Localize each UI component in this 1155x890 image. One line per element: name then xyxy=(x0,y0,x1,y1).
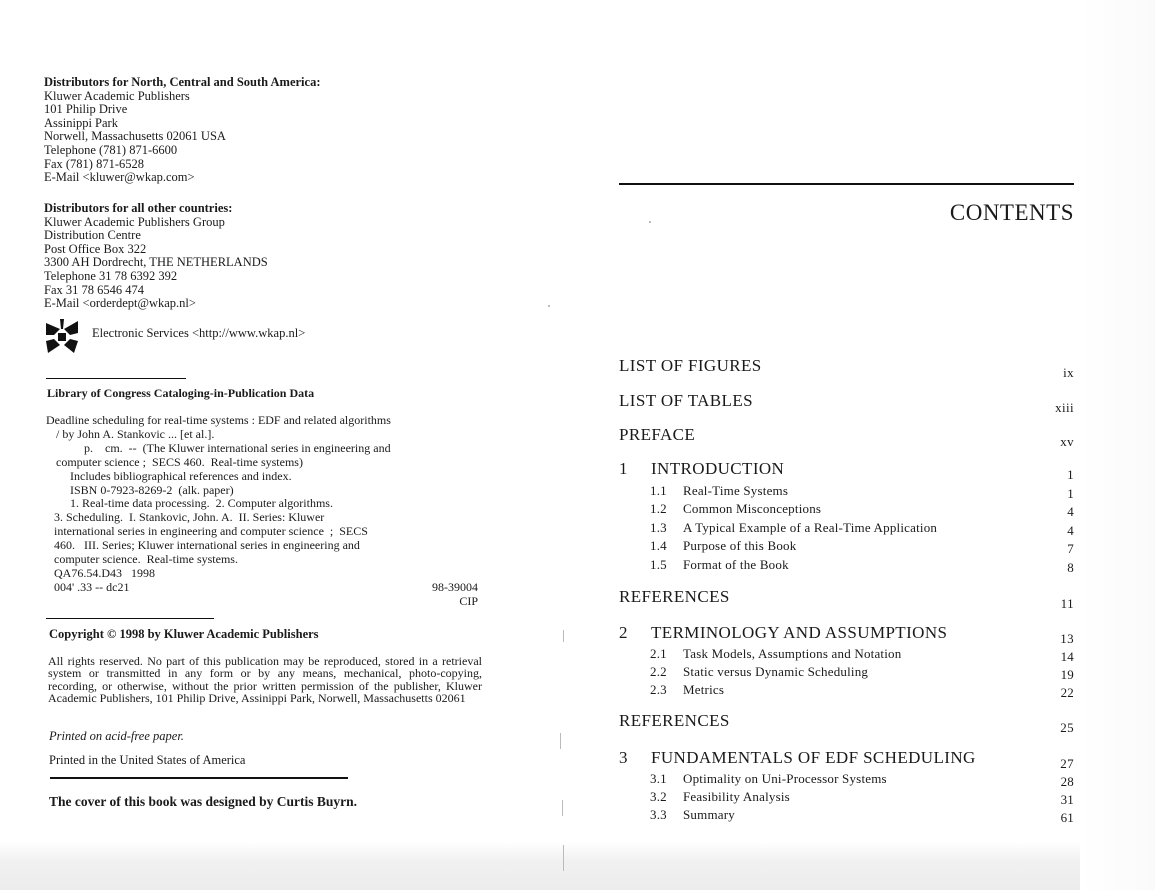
gutter-mark xyxy=(649,221,651,223)
toc-label: Summary xyxy=(683,807,735,822)
cip-line: computer science ; SECS 460. Real-time systems) xyxy=(56,454,303,469)
toc-label: LIST OF FIGURES xyxy=(619,356,762,375)
rule xyxy=(50,777,348,779)
address-line: 3300 AH Dordrecht, THE NETHERLANDS xyxy=(44,255,268,270)
cip-line: ISBN 0-7923-8269-2 (alk. paper) xyxy=(70,482,234,497)
gutter-mark xyxy=(563,630,564,642)
toc-number: 1.3 xyxy=(650,520,667,535)
toc-label: Task Models, Assumptions and Notation xyxy=(683,646,902,661)
toc-number: 3 xyxy=(619,748,628,767)
address-line: Kluwer Academic Publishers Group xyxy=(44,214,225,229)
email-line: E-Mail <orderdept@wkap.nl> xyxy=(44,296,196,311)
rights-reserved: All rights reserved. No part of this publication may be reproduced, stored in a retrieval system or transmitted in any form or by any means, mechanical, photo-copying, recording, or otherwise, without the prior written permission of the publisher, Kluwer Academic Publishers, 101 Philip Drive, Assinippi Park, Norwell, Massachusetts 02061 xyxy=(48,654,482,706)
toc-label: FUNDAMENTALS OF EDF SCHEDULING xyxy=(651,748,976,767)
toc-page-number: 27 xyxy=(1060,756,1074,771)
kluwer-logo-icon xyxy=(44,319,80,355)
toc-label: TERMINOLOGY AND ASSUMPTIONS xyxy=(651,623,948,642)
phone-line: Telephone 31 78 6392 392 xyxy=(44,268,178,283)
cip-line: p. cm. -- (The Kluwer international series in engineering and xyxy=(84,440,391,455)
address-line: 101 Philip Drive xyxy=(44,102,128,117)
contents-rule xyxy=(619,183,1074,185)
electronic-services: Electronic Services <http://www.wkap.nl> xyxy=(92,326,306,340)
toc-section xyxy=(619,557,1074,579)
cip-line: Includes bibliographical references and index. xyxy=(70,468,292,483)
fax-line: Fax (781) 871-6528 xyxy=(44,156,144,171)
toc-page-number: 4 xyxy=(1067,523,1074,538)
toc-label: REFERENCES xyxy=(619,711,730,730)
toc-page-number: 28 xyxy=(1060,774,1074,789)
toc-page-number: 19 xyxy=(1060,667,1074,682)
toc-page-number: xiii xyxy=(1055,400,1074,415)
copyright-text: Copyright © 1998 by Kluwer Academic Publishers xyxy=(49,627,319,641)
toc-page-number: 1 xyxy=(1067,486,1074,501)
toc-page-number: ix xyxy=(1063,365,1074,380)
phone-line: Telephone (781) 871-6600 xyxy=(44,142,178,157)
distributors-other-heading: Distributors for all other countries: xyxy=(44,201,233,215)
gutter-mark xyxy=(560,733,561,749)
distributors-america xyxy=(44,76,321,185)
address-line: Post Office Box 322 xyxy=(44,241,147,256)
toc-number: 1.1 xyxy=(650,483,667,498)
cip-line: 1. Real-time data processing. 2. Computer algorithms. xyxy=(70,496,333,511)
toc-number: 3.2 xyxy=(650,789,667,804)
toc-number: 1 xyxy=(619,459,628,478)
toc-entry xyxy=(619,711,1074,733)
contents-title: CONTENTS xyxy=(949,200,1074,225)
distributors-america-heading: Distributors for North, Central and South America: xyxy=(44,75,321,89)
copyright-notice xyxy=(49,627,319,642)
gutter-mark xyxy=(548,305,550,307)
cip-heading: Library of Congress Cataloging-in-Publication Data xyxy=(47,386,315,400)
toc-number: 2.1 xyxy=(650,646,667,661)
cip-line: / by John A. Stankovic ... [et al.]. xyxy=(56,426,215,441)
toc-page-number: 4 xyxy=(1067,504,1074,519)
toc-chapter xyxy=(619,459,1074,481)
toc-page-number: 14 xyxy=(1060,649,1074,664)
gutter-mark xyxy=(563,845,564,871)
printed-in: Printed in the United States of America xyxy=(49,753,246,767)
toc-page-number: 22 xyxy=(1060,685,1074,700)
cip-record xyxy=(46,414,391,595)
toc-label: LIST OF TABLES xyxy=(619,391,753,410)
toc-label: INTRODUCTION xyxy=(651,459,785,478)
toc-number: 2.3 xyxy=(650,682,667,697)
cip-line: 004' .33 -- dc21 xyxy=(54,579,130,594)
toc-number: 2 xyxy=(619,623,628,642)
rule xyxy=(46,378,186,379)
toc-page-number: 13 xyxy=(1060,631,1074,646)
rule xyxy=(46,618,214,619)
address-line: Distribution Centre xyxy=(44,228,141,243)
acid-free-note: Printed on acid-free paper. xyxy=(49,729,184,743)
toc-label: Feasibility Analysis xyxy=(683,789,790,804)
toc-number: 3.1 xyxy=(650,771,667,786)
toc-entry xyxy=(619,425,1074,447)
toc-page-number: 25 xyxy=(1060,720,1074,735)
toc-chapter xyxy=(619,748,1074,770)
cip-line: Deadline scheduling for real-time systems : EDF and related algorithms xyxy=(46,413,391,427)
toc-page-number: 8 xyxy=(1067,560,1074,575)
toc-page-number: xv xyxy=(1060,434,1074,449)
toc-section xyxy=(619,682,1074,704)
cip-number: 98-39004 xyxy=(432,580,478,594)
gutter-mark xyxy=(562,800,563,816)
toc-number: 1.2 xyxy=(650,501,667,516)
cip-line: 3. Scheduling. I. Stankovic, John. A. II. Series: Kluwer xyxy=(54,510,325,525)
cip-line: international series in engineering and computer science ; SECS xyxy=(54,524,368,539)
toc-page-number: 31 xyxy=(1060,792,1074,807)
toc-entry xyxy=(619,356,1074,378)
fax-line: Fax 31 78 6546 474 xyxy=(44,282,144,297)
toc-label: Purpose of this Book xyxy=(683,538,797,553)
toc-label: Common Misconceptions xyxy=(683,501,822,516)
toc-label: Format of the Book xyxy=(683,557,789,572)
email-line: E-Mail <kluwer@wkap.com> xyxy=(44,170,195,185)
scan-shadow-right xyxy=(1080,0,1155,890)
toc-number: 3.3 xyxy=(650,807,667,822)
toc-label: REFERENCES xyxy=(619,587,730,606)
address-line: Norwell, Massachusetts 02061 USA xyxy=(44,129,226,144)
toc-page-number: 11 xyxy=(1060,596,1074,611)
toc-entry xyxy=(619,587,1074,609)
toc-page-number: 1 xyxy=(1067,467,1074,482)
cip-label: CIP xyxy=(459,593,478,608)
toc-label: Metrics xyxy=(683,682,725,697)
toc-page-number: 61 xyxy=(1060,810,1074,825)
cover-credit: The cover of this book was designed by Curtis Buyrn. xyxy=(49,794,358,809)
scan-shadow-bottom xyxy=(0,842,1090,890)
toc-page-number: 7 xyxy=(1067,541,1074,556)
toc-label: A Typical Example of a Real-Time Application xyxy=(683,520,938,535)
toc-number: 2.2 xyxy=(650,664,667,679)
cip-line: QA76.54.D43 1998 xyxy=(54,565,155,580)
toc-label: PREFACE xyxy=(619,425,696,444)
distributors-other xyxy=(44,202,268,311)
toc-label: Optimality on Uni-Processor Systems xyxy=(683,771,887,786)
address-line: Kluwer Academic Publishers xyxy=(44,88,190,103)
toc-chapter xyxy=(619,623,1074,645)
toc-number: 1.4 xyxy=(650,538,667,553)
cip-line: 460. III. Series; Kluwer international series in engineering and xyxy=(54,538,360,553)
toc-section xyxy=(619,807,1074,829)
cip-number-block xyxy=(426,581,478,609)
toc-number: 1.5 xyxy=(650,557,667,572)
cip-line: computer science. Real-time systems. xyxy=(54,552,238,567)
toc-label: Real-Time Systems xyxy=(683,483,789,498)
toc-entry xyxy=(619,391,1074,413)
address-line: Assinippi Park xyxy=(44,115,118,130)
toc-label: Static versus Dynamic Scheduling xyxy=(683,664,869,679)
